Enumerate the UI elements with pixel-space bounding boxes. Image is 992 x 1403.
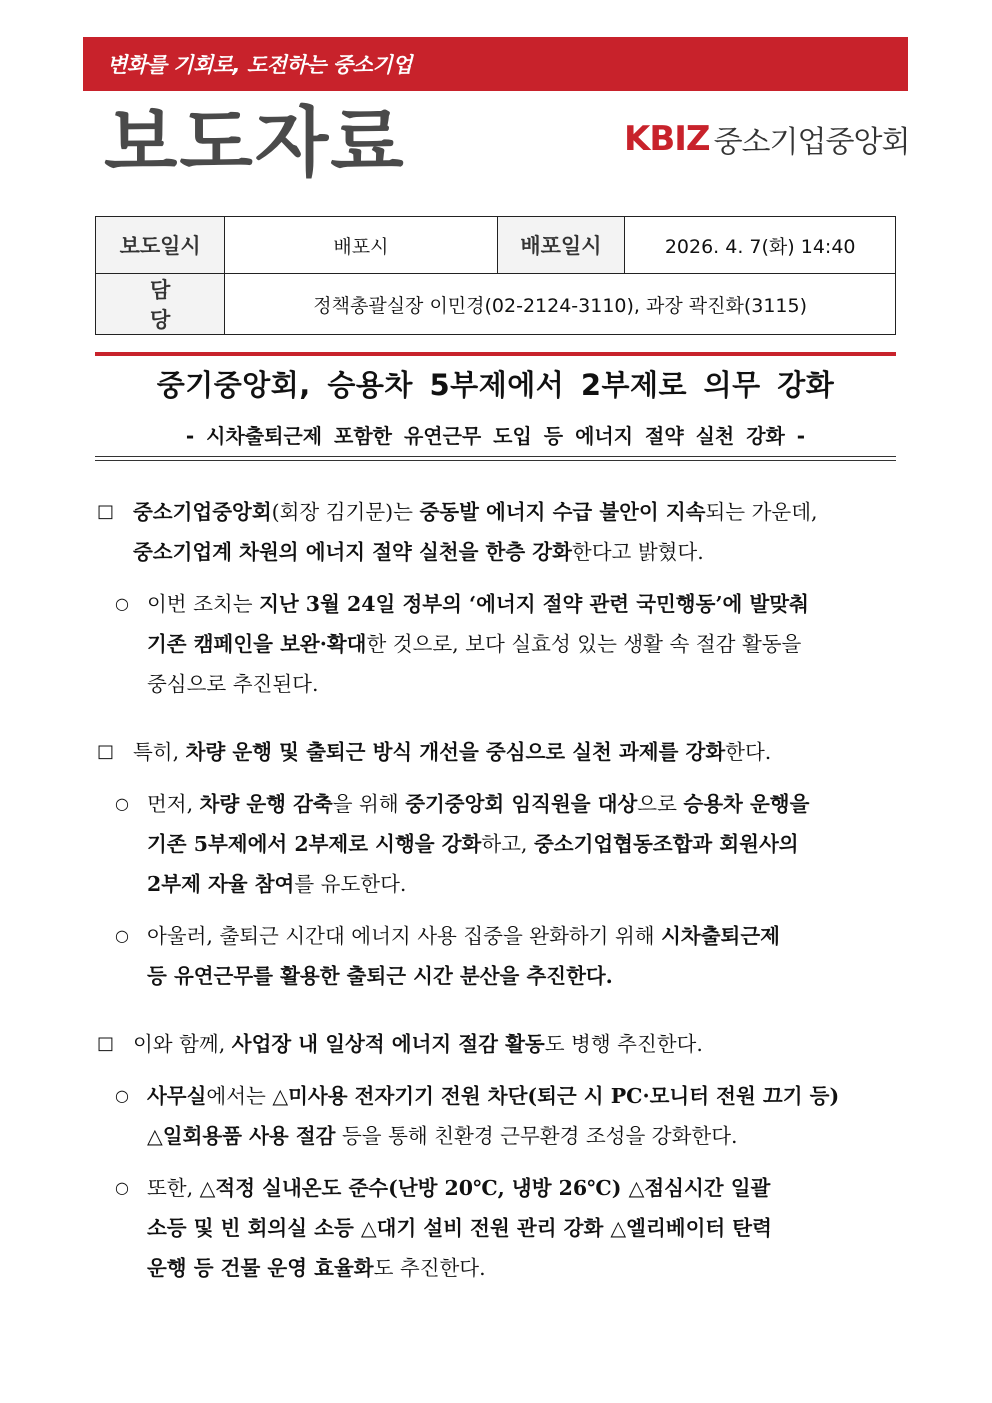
headline: 중기중앙회, 승용차 5부제에서 2부제로 의무 강화 <box>156 368 835 402</box>
brand-name: 중소기업중앙회 <box>713 125 910 160</box>
brand-mark: KBIZ <box>624 119 710 159</box>
header-banner <box>83 37 908 91</box>
text-bold: 지난 3월 24일 정부의 ‘에너지 절약 관련 국민행동’에 발맞춰 <box>259 592 809 616</box>
paragraph-main <box>95 492 900 572</box>
paragraph-sub <box>95 584 900 704</box>
paragraph-sub <box>95 916 900 996</box>
circle-bullet-icon: ○ <box>115 794 129 813</box>
release-value: 배포시 <box>225 217 497 274</box>
circle-bullet-icon: ○ <box>115 1178 129 1197</box>
text-bold: 소등 및 빈 회의실 소등 △대기 설비 전원 관리 강화 △엘리베이터 탄력 <box>147 1216 772 1240</box>
square-bullet-icon: □ <box>97 741 115 762</box>
text-bold: 중소기업협동조합과 회원사의 <box>533 832 799 856</box>
text-bold: △미사용 전자기기 전원 차단(퇴근 시 PC·모니터 전원 끄기 등) <box>272 1084 840 1108</box>
text: 에서는 <box>206 1084 273 1108</box>
text-bold: 중기중앙회 임직원을 대상 <box>405 792 638 816</box>
text-bold: 시차출퇴근제 <box>661 924 780 948</box>
text-bold: 차량 운행 및 출퇴근 방식 개선을 중심으로 실천 과제를 강화 <box>185 740 726 764</box>
text-bold: 기존 캠페인을 보완·확대 <box>147 632 367 656</box>
text-bold: 사업장 내 일상적 에너지 절감 활동 <box>231 1032 545 1056</box>
text: (회장 김기문)는 <box>271 500 420 524</box>
text-bold: 차량 운행 감축 <box>199 792 333 816</box>
text-bold: 중소기업계 차원의 에너지 절약 실천을 한층 강화 <box>133 540 572 564</box>
text: 한 것으로, 보다 실효성 있는 생활 속 절감 활동을 <box>366 632 802 656</box>
text: 하고, <box>481 832 534 856</box>
info-row-release <box>96 217 896 274</box>
text: 먼저, <box>147 792 200 816</box>
text-bold: 승용차 운행을 <box>683 792 810 816</box>
text-bold: 등 유연근무를 활용한 출퇴근 시간 분산을 추진한다. <box>147 964 613 988</box>
text: 이번 조치는 <box>147 592 260 616</box>
square-bullet-icon: □ <box>97 1033 115 1054</box>
release-label: 보도일시 <box>96 217 225 274</box>
paragraph-main <box>95 732 900 772</box>
text-bold: 2부제 자율 참여 <box>147 872 295 896</box>
text-bold: △일회용품 사용 절감 <box>147 1124 336 1148</box>
text: 도 병행 추진한다. <box>544 1032 703 1056</box>
paragraph-sub <box>95 784 900 904</box>
info-table <box>95 216 896 335</box>
text: 아울러, 출퇴근 시간대 에너지 사용 집중을 완화하기 위해 <box>147 924 662 948</box>
text-bold: 기존 5부제에서 2부제로 시행을 강화 <box>147 832 482 856</box>
circle-bullet-icon: ○ <box>115 926 129 945</box>
text: 되는 가운데, <box>705 500 818 524</box>
double-divider <box>95 456 896 461</box>
banner-slogan: 변화를 기회로, 도전하는 중소기업 <box>107 53 412 77</box>
text: 중심으로 추진된다. <box>147 672 319 696</box>
text: 특히, <box>133 740 186 764</box>
text-bold: 운행 등 건물 운영 효율화 <box>147 1256 374 1280</box>
brand-logo <box>624 118 909 160</box>
paragraph-sub <box>95 1168 900 1288</box>
text-bold: 중동발 에너지 수급 불안이 지속 <box>419 500 706 524</box>
contact-value: 정책총괄실장 이민경(02-2124-3110), 과장 곽진화(3115) <box>225 274 896 335</box>
text: 을 위해 <box>332 792 406 816</box>
text: 를 유도한다. <box>294 872 407 896</box>
distribute-value: 2026. 4. 7(화) 14:40 <box>625 217 896 274</box>
text: 이와 함께, <box>133 1032 232 1056</box>
info-row-contact <box>96 274 896 335</box>
paragraph-main <box>95 1024 900 1064</box>
title-divider <box>95 352 896 356</box>
paragraph-sub <box>95 1076 900 1156</box>
text: 한다고 밝혔다. <box>571 540 704 564</box>
contact-label: 담당 <box>96 274 225 335</box>
text: 도 추진한다. <box>373 1256 486 1280</box>
circle-bullet-icon: ○ <box>115 1086 129 1105</box>
article-body <box>95 492 900 1288</box>
distribute-label: 배포일시 <box>497 217 625 274</box>
text: 또한, <box>147 1176 200 1200</box>
circle-bullet-icon: ○ <box>115 594 129 613</box>
square-bullet-icon: □ <box>97 501 115 522</box>
text-bold: 중소기업중앙회 <box>133 500 272 524</box>
text: 등을 통해 친환경 근무환경 조성을 강화한다. <box>335 1124 738 1148</box>
text: 으로 <box>637 792 684 816</box>
subheadline: - 시차출퇴근제 포함한 유연근무 도입 등 에너지 절약 실천 강화 - <box>185 424 806 448</box>
text-bold: △적정 실내온도 준수(난방 20℃, 냉방 26℃) △점심시간 일괄 <box>199 1176 771 1200</box>
doc-title: 보도자료 <box>104 98 406 187</box>
text-bold: 사무실 <box>147 1084 207 1108</box>
text: 한다. <box>725 740 772 764</box>
